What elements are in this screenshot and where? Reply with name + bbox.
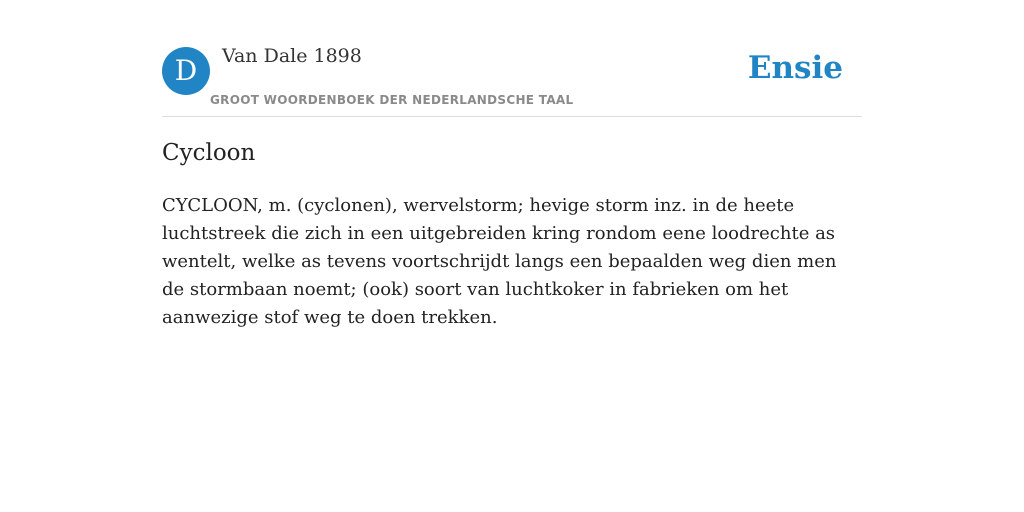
dictionary-title[interactable]: Van Dale 1898 bbox=[222, 45, 362, 67]
page-header bbox=[162, 0, 862, 117]
content-container bbox=[162, 0, 862, 328]
entry-headword: Cycloon bbox=[162, 140, 256, 166]
dictionary-subtitle: GROOT WOORDENBOEK DER NEDERLANDSCHE TAAL bbox=[210, 93, 574, 107]
dictionary-logo[interactable]: D bbox=[162, 47, 210, 95]
entry-definition: CYCLOON, m. (cyclonen), wervelstorm; hevige storm inz. in de heete luchtstreek die zich in een uitgebreiden kring rondom eene loodrechte as wentelt, welke as tevens voortschrijdt langs een bepaalden weg dien men de stormbaan noemt; (ook) soort van luchtkoker in fabrieken om het aanwezige stof weg te doen trekken. bbox=[162, 195, 837, 328]
ensie-logo-link[interactable]: Ensie bbox=[747, 50, 843, 86]
